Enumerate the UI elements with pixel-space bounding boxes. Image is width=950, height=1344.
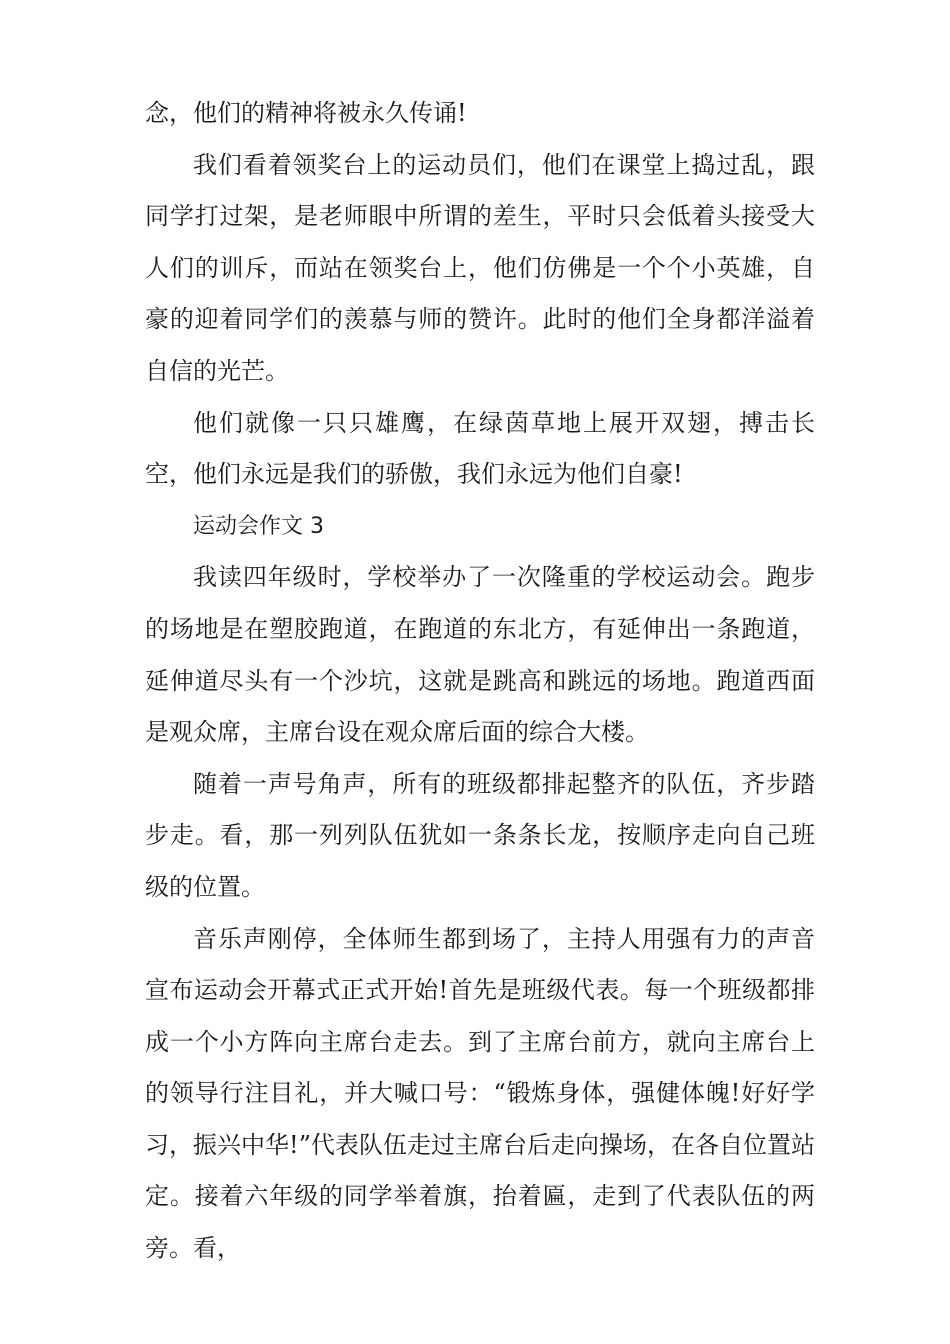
document-page [145, 88, 815, 1275]
paragraph: 我们看着领奖台上的运动员们，他们在课堂上捣过乱，跟同学打过架，是老师眼中所谓的差生，平时只会低着头接受大人们的训斥，而站在领奖台上，他们仿佛是一个个小英雄，自豪的迎着同学们的羡慕与师的赞许。此时的他们全身都洋溢着自信的光芒。 [145, 150, 815, 385]
section-heading: 运动会作文 3 [193, 513, 324, 539]
paragraph: 音乐声刚停，全体师生都到场了，主持人用强有力的声音宣布运动会开幕式正式开始!首先是班级代表。每一个班级都排成一个小方阵向主席台走去。到了主席台前方，就向主席台上的领导行注目礼，并大喊口号：“锻炼身体，强健体魄!好好学习，振兴中华!”代表队伍走过主席台后走向操场，在各自位置站定。接着六年级的同学举着旗，抬着匾，走到了代表队伍的两旁。看， [145, 924, 815, 1263]
paragraph-continuation: 念，他们的精神将被永久传诵! [145, 99, 467, 127]
paragraph: 他们就像一只只雄鹰，在绿茵草地上展开双翅，搏击长空，他们永远是我们的骄傲，我们永远为他们自豪! [145, 408, 815, 489]
paragraph: 随着一声号角声，所有的班级都排起整齐的队伍，齐步踏步走。看，那一列列队伍犹如一条条长龙，按顺序走向自己班级的位置。 [145, 769, 815, 901]
paragraph: 我读四年级时，学校举办了一次隆重的学校运动会。跑步的场地是在塑胶跑道，在跑道的东北方，有延伸出一条跑道，延伸道尽头有一个沙坑，这就是跳高和跳远的场地。跑道西面是观众席，主席台设在观众席后面的综合大楼。 [145, 563, 815, 747]
